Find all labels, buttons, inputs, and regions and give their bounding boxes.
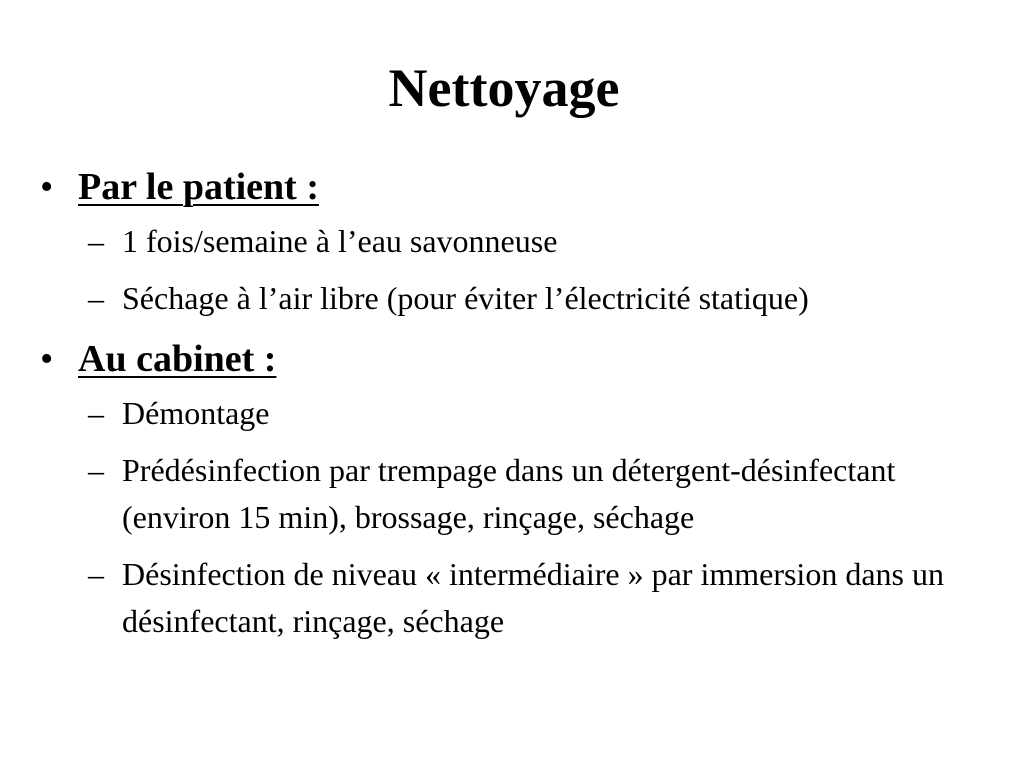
bullet-icon: • <box>40 166 54 208</box>
section-heading: Au cabinet : <box>78 338 277 380</box>
sub-item <box>40 447 1000 541</box>
sub-item-text: Prédésinfection par trempage dans un détergent-désinfectant (environ 15 min), brossage, rinçage, séchage <box>122 452 896 535</box>
slide-title: Nettoyage <box>388 58 620 118</box>
dash-icon: – <box>88 280 104 316</box>
bullet-item <box>40 332 1000 386</box>
bullet-item <box>40 160 1000 214</box>
sub-item <box>40 390 1000 437</box>
sub-item <box>40 275 1000 322</box>
dash-icon: – <box>88 452 104 488</box>
slide-content <box>40 160 1000 655</box>
sub-item-text: Désinfection de niveau « intermédiaire » par immersion dans un désinfectant, rinçage, séchage <box>122 556 944 639</box>
section-par-le-patient <box>40 160 1000 322</box>
sub-item <box>40 551 1000 645</box>
sub-item <box>40 218 1000 265</box>
sub-item-text: Démontage <box>122 395 270 431</box>
bullet-icon: • <box>40 338 54 380</box>
dash-icon: – <box>88 395 104 431</box>
dash-icon: – <box>88 223 104 259</box>
sub-item-text: 1 fois/semaine à l’eau savonneuse <box>122 223 558 259</box>
sub-item-text: Séchage à l’air libre (pour éviter l’électricité statique) <box>122 280 809 316</box>
section-heading: Par le patient : <box>78 166 319 208</box>
section-au-cabinet <box>40 332 1000 645</box>
dash-icon: – <box>88 556 104 592</box>
